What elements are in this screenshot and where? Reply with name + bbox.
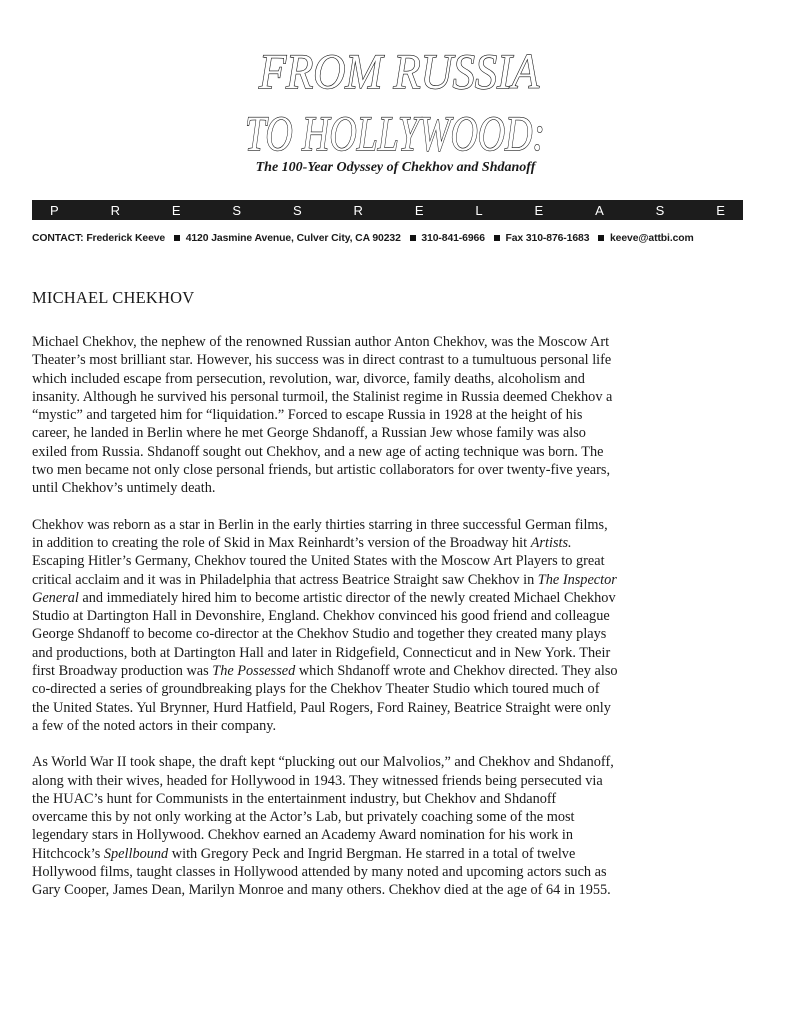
press-release-banner (32, 200, 743, 220)
title-general: General (32, 589, 79, 606)
text-run: in addition to creating the role of Skid in Max Reinhardt’s version of the Broadway hit (32, 534, 531, 551)
press-letter: E (716, 202, 725, 218)
article-heading: MICHAEL CHEKHOV (32, 288, 195, 307)
text-line (32, 662, 748, 680)
text-run: with Gregory Peck and Ingrid Bergman. He starred in a total of twelve (168, 845, 576, 862)
press-letter: L (475, 202, 483, 218)
text-line: “mystic” and targeted him for “liquidation.” Forced to escape Russia in 1928 at the height of his (32, 407, 583, 424)
text-line: which included escape from persecution, revolution, war, divorce, family deaths, alcoholism and (32, 370, 585, 387)
logo-line-1: FROM RUSSIA (258, 43, 540, 99)
text-run: first Broadway production was (32, 663, 213, 680)
text-line: Theater’s most brilliant star. However, his success was in direct contrast to a tumultuous personal life (32, 352, 612, 369)
press-letter: S (292, 202, 302, 218)
text-line: As World War II took shape, the draft kept “plucking out our Malvolios,” and Chekhov and Shdanoff, (32, 754, 614, 771)
press-letter: E (534, 202, 544, 218)
text-run: and immediately hired him to become artistic director of the newly created Michael Chekhov (78, 589, 616, 606)
text-line: the HUAC’s hunt for Communists in the entertainment industry, but Chekhov and Shdanoff (32, 790, 557, 807)
text-run: critical acclaim and it was in Philadelphia that actress Beatrice Straight saw Chekhov in (32, 571, 538, 588)
contact-name: CONTACT: Frederick Keeve (32, 233, 166, 244)
paragraph-3 (32, 753, 748, 899)
contact-fax: Fax 310-876-1683 (505, 233, 590, 244)
contact-email: keeve@attbi.com (609, 233, 694, 244)
press-letter: S (655, 202, 665, 218)
text-line: exiled from Russia. Shdanoff sought out Chekhov, and a new age of acting technique was born. The (32, 443, 604, 460)
text-line (32, 589, 748, 607)
text-line: Chekhov was reborn as a star in Berlin in the early thirties starring in three successful German films, (32, 516, 608, 533)
text-line: insanity. Although he survived his personal turmoil, the Stalinist regime in Russia deemed Chekhov a (32, 388, 613, 405)
article-body (32, 333, 748, 918)
text-line: until Chekhov’s untimely death. (32, 480, 216, 497)
square-bullet-icon (494, 235, 500, 241)
text-line: a few of the noted actors in their company. (32, 717, 277, 734)
press-letter: E (171, 202, 181, 218)
square-bullet-icon (174, 235, 180, 241)
logo-line-2: TO HOLLYWOOD: (245, 105, 545, 161)
title-inspector: The Inspector (537, 571, 617, 588)
title-artists: Artists. (530, 534, 572, 551)
text-run: which Shdanoff wrote and Chekhov directed. They also (295, 663, 618, 680)
text-line: Studio at Dartington Hall in Devonshire, England. Chekhov convinced his good friend and colleague (32, 608, 610, 625)
press-letter: R (110, 202, 120, 218)
press-letter: R (353, 202, 363, 218)
text-line: overcame this by not only working at the Actor’s Lab, but privately coaching some of the most (32, 809, 575, 826)
text-line: Escaping Hitler’s Germany, Chekhov toured the United States with the Moscow Art Players to great (32, 553, 605, 570)
square-bullet-icon (410, 235, 416, 241)
press-letter: E (414, 202, 424, 218)
contact-address: 4120 Jasmine Avenue, Culver City, CA 90232 (185, 233, 401, 244)
text-line: career, he landed in Berlin where he met George Shdanoff, a Russian Jew whose family was also (32, 425, 586, 442)
title-possessed: The Possessed (212, 663, 296, 680)
text-line (32, 534, 748, 552)
text-line: Gary Cooper, James Dean, Marilyn Monroe and many others. Chekhov died at the age of 64 in 1955. (32, 882, 611, 899)
text-line: Hollywood films, taught classes in Hollywood attended by many noted and upcoming actors such as (32, 864, 607, 881)
text-line: along with their wives, headed for Hollywood in 1943. They witnessed friends being persecuted via (32, 772, 603, 789)
text-line: Michael Chekhov, the nephew of the renowned Russian author Anton Chekhov, was the Moscow Art (32, 334, 610, 350)
text-line (32, 845, 748, 863)
press-letter: P (50, 202, 59, 218)
contact-line (32, 233, 752, 244)
subtitle: The 100-Year Odyssey of Chekhov and Shdanoff (255, 160, 536, 175)
text-line (32, 571, 748, 589)
text-line: legendary stars in Hollywood. Chekhov earned an Academy Award nomination for his work in (32, 827, 574, 844)
text-line: George Shdanoff to become co-director at the Chekhov Studio and together they created many plays (32, 626, 607, 643)
title-spellbound: Spellbound (103, 845, 169, 862)
text-run: Hitchcock’s (32, 845, 104, 862)
press-letter: S (232, 202, 242, 218)
contact-phone: 310-841-6966 (421, 233, 485, 244)
text-line: co-directed a series of groundbreaking plays for the Chekhov Theater Studio which toured much of (32, 681, 600, 698)
paragraph-2 (32, 516, 748, 736)
text-line: two men became not only close personal friends, but artistic collaborators for over twenty-five years, (32, 462, 611, 479)
paragraph-1 (32, 333, 748, 498)
text-line: the United States. Yul Brynner, Hurd Hatfield, Paul Rogers, Ford Rainey, Beatrice Straight were only (32, 699, 611, 716)
square-bullet-icon (598, 235, 604, 241)
press-letter: A (595, 202, 604, 218)
logo (245, 36, 545, 161)
text-line: and productions, both at Dartington Hall and later in Ridgefield, Connecticut and in New York. Their (32, 644, 611, 661)
